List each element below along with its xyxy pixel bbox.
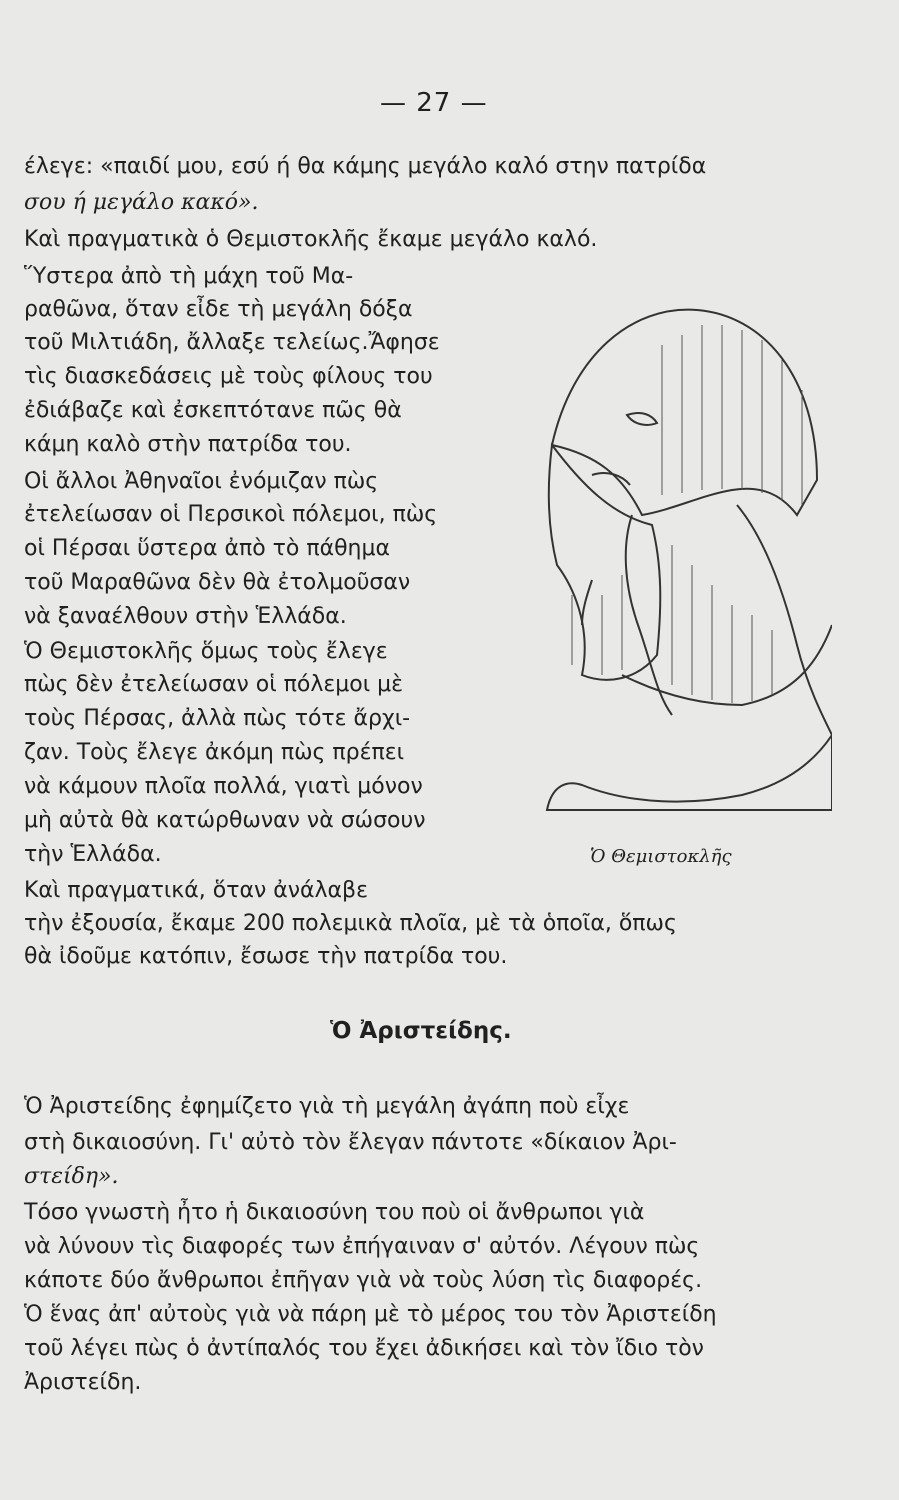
text-line: τοῦ λέγει πὼς ὁ ἀντίπαλός του ἔχει ἀδικήσει καὶ τὸν ἴδιο τὸν <box>24 1336 704 1361</box>
text-line: Ὁ Ἀριστείδης ἐφημίζετο γιὰ τὴ μεγάλη ἀγάπη ποὺ εἶχε <box>24 1094 630 1119</box>
text-line: ἐδιάβαζε καὶ ἐσκεπτότανε πῶς θὰ <box>24 398 402 423</box>
text-line: Τόσο γνωστὴ ἦτο ἡ δικαιοσύνη του ποὺ οἱ ἄνθρωποι γιὰ <box>24 1200 645 1225</box>
text-line: Οἱ ἄλλοι Ἀθηναῖοι ἐνόμιζαν πὼς <box>24 469 379 494</box>
text-line: θὰ ἰδοῦμε κατόπιν, ἔσωσε τὴν πατρίδα του. <box>24 944 508 969</box>
text-line: νὰ ξαναέλθουν στὴν Ἑλλάδα. <box>24 604 347 629</box>
text-line: πὼς δὲν ἐτελείωσαν οἱ πόλεμοι μὲ <box>24 672 404 697</box>
text-line: τοὺς Πέρσας, ἀλλὰ πὼς τότε ἄρχι- <box>24 706 411 731</box>
text-line: Ὕστερα ἀπὸ τὴ μάχη τοῦ Μα- <box>24 264 354 289</box>
text-line: τὴν ἐξουσία, ἔκαμε 200 πολεμικὰ πλοῖα, μὲ τὰ ὁποῖα, ὅπως <box>24 911 677 936</box>
text-line: Καὶ πραγματικὰ ὁ Θεμιστοκλῆς ἔκαμε μεγάλο καλό. <box>24 227 598 252</box>
text-line: έλεγε: «παιδί μου, εσύ ή θα κάμης μεγάλο καλό στην πατρίδα <box>24 154 707 179</box>
themistocles-bust-icon <box>512 265 832 825</box>
text-line: τοῦ Μαραθῶνα δὲν θὰ ἐτολμοῦσαν <box>24 570 411 595</box>
text-line: ζαν. Τοὺς ἔλεγε ἀκόμη πὼς πρέπει <box>24 740 405 765</box>
text-line: τὴν Ἑλλάδα. <box>24 842 162 867</box>
section-heading: Ὁ Ἀριστείδης. <box>330 1018 512 1044</box>
text-line: Καὶ πραγματικά, ὅταν ἀνάλαβε <box>24 878 368 903</box>
figure-caption: Ὁ Θεμιστοκλῆς <box>590 846 732 867</box>
text-line: τὶς διασκεδάσεις μὲ τοὺς φίλους του <box>24 364 433 389</box>
text-line: κάμη καλὸ στὴν πατρίδα του. <box>24 432 352 457</box>
text-line: νὰ κάμουν πλοῖα πολλά, γιατὶ μόνον <box>24 774 423 799</box>
text-line: μὴ αὐτὰ θὰ κατώρθωναν νὰ σώσουν <box>24 808 426 833</box>
text-line: σου ή μεγάλο κακό». <box>24 190 259 215</box>
text-line: στὴ δικαιοσύνη. Γι' αὐτὸ τὸν ἔλεγαν πάντοτε «δίκαιον Ἀρι- <box>24 1130 677 1155</box>
text-line: ἐτελείωσαν οἱ Περσικοὶ πόλεμοι, πὼς <box>24 502 438 527</box>
text-line: Ὁ ἕνας ἀπ' αὐτοὺς γιὰ νὰ πάρη μὲ τὸ μέρος του τὸν Ἀριστείδη <box>24 1302 717 1327</box>
text-line: ραθῶνα, ὅταν εἶδε τὴ μεγάλη δόξα <box>24 297 413 322</box>
text-line: κάποτε δύο ἄνθρωποι ἐπῆγαν γιὰ νὰ τοὺς λύση τὶς διαφορές. <box>24 1268 703 1293</box>
text-line: Ἀριστείδη. <box>24 1370 142 1395</box>
text-line: νὰ λύνουν τὶς διαφορές των ἐπήγαιναν σ' αὐτόν. Λέγουν πὼς <box>24 1234 700 1259</box>
text-line: οἱ Πέρσαι ὕστερα ἀπὸ τὸ πάθημα <box>24 536 390 561</box>
text-line: τοῦ Μιλτιάδη, ἄλλαξε τελείως.Ἄφησε <box>24 330 440 355</box>
text-line: Ὁ Θεμιστοκλῆς ὅμως τοὺς ἔλεγε <box>24 639 388 664</box>
text-line: στείδη». <box>24 1164 119 1189</box>
page-number: — 27 — <box>380 88 488 118</box>
